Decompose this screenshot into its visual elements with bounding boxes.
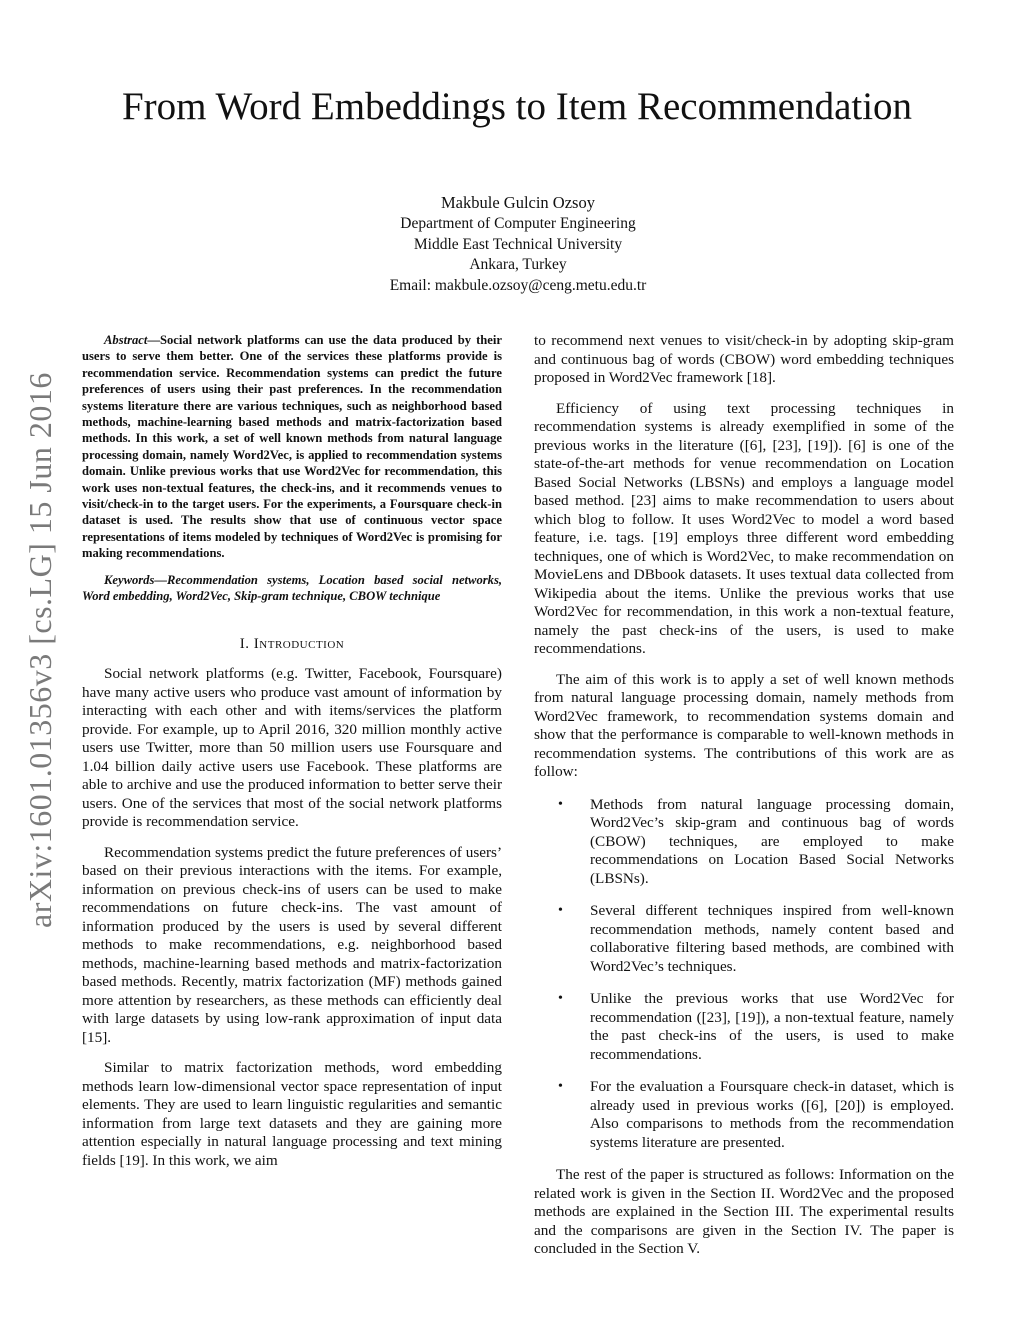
intro-paragraph-5: The aim of this work is to apply a set of well known methods from natural language processing domain, namely methods from Word2Vec framework, to recommendation systems domain and show that the performance is comparable to well-known methods in recommendation systems. The contributions of this work are as follow: — [534, 670, 954, 780]
abstract — [82, 332, 502, 562]
section-title: Introduction — [253, 635, 345, 652]
intro-paragraph-3: Similar to matrix factorization methods, word embedding methods learn low-dimensional vector space representation of input elements. They are used to learn linguistic regularities and semantic information from large text datasets and they are gaining more attention especially in natural language processing and text mining fields [19]. In this work, we aim — [82, 1059, 502, 1169]
contributions-list — [534, 796, 954, 1153]
bullet-icon: • — [558, 991, 563, 1006]
section-number: I. — [239, 635, 250, 652]
paper-title: From Word Embeddings to Item Recommendation — [121, 85, 913, 128]
keywords-text: —Recommendation systems, Location based social networks, Word embedding, Word2Vec, Skip-gram technique, CBOW technique — [82, 572, 502, 604]
author-block — [280, 193, 756, 297]
intro-paragraph-3-continued: to recommend next venues to visit/check-in by adopting skip-gram and continuous bag of words (CBOW) word embedding techniques proposed in Word2Vec framework [18]. — [534, 332, 954, 386]
bullet-icon: • — [558, 903, 563, 918]
bullet-icon: • — [558, 1079, 563, 1094]
intro-paragraph-2: Recommendation systems predict the future preferences of users’ based on their previous interactions with the items. For example, information on previous check-ins of users can be used to make recommendations on future check-ins. The vast amount of information produced by the users is used by several different methods to make recommendations, e.g. neighborhood based methods, machine-learning based methods and matrix-factorization based methods. Recently, matrix factorization (MF) methods gained more attention by researchers, as these methods can efficiently deal with large datasets by using low-rank approximation of input data [15]. — [82, 843, 502, 1046]
keywords-label: Keywords — [104, 572, 155, 587]
list-item-text: For the evaluation a Foursquare check-in dataset, which is already used in previous works ([6], [20]) is employed. Also comparisons to methods from the recommendation systems literature are presented. — [590, 1078, 954, 1151]
left-column — [82, 332, 502, 1170]
author-location: Ankara, Turkey — [469, 256, 567, 274]
list-item-text: Unlike the previous works that use Word2Vec for recommendation ([23], [19]), a non-textual feature, namely the past check-ins of the users, is used to make recommendations. — [590, 990, 954, 1063]
abstract-label: Abstract — [104, 333, 148, 347]
author-name: Makbule Gulcin Ozsoy — [441, 193, 595, 212]
list-item — [534, 902, 954, 976]
list-item — [534, 796, 954, 889]
abstract-text: —Social network platforms can use the data produced by their users to serve them better. One of the services these platforms provide is recommendation service. Recommendation systems can predict the future preferences of users using their past preferences. In the recommendation systems literature there are various techniques, such as neighborhood based methods, machine-learning based methods and matrix-factorization based methods. In this work, a set of well known methods from natural language processing domain, namely Word2Vec, is applied to recommendation systems domain. Unlike previous works that use Word2Vec for recommendation, this work uses non-textual features, the check-ins, and it recommends venues to visit/check-in to the target users. For the experiments, a Foursquare check-in dataset is used. The results show that use of continuous vector space representations of items modeled by techniques of Word2Vec is promising for making recommendations. — [82, 333, 502, 561]
right-column — [534, 332, 954, 1259]
list-item — [534, 990, 954, 1064]
arxiv-identifier: arXiv:1601.01356v3 [cs.LG] 15 Jun 2016 — [22, 372, 58, 928]
author-department: Department of Computer Engineering — [400, 214, 636, 232]
bullet-icon: • — [558, 796, 563, 812]
author-university: Middle East Technical University — [413, 235, 623, 253]
closing-paragraph: The rest of the paper is structured as follows: Information on the related work is given in the Section II. Word2Vec and the proposed methods are explained in the Section III. The experimental results and the comparisons are given in the Section IV. The paper is concluded in the Section V. — [534, 1166, 954, 1257]
list-item — [534, 1078, 954, 1152]
keywords — [82, 572, 502, 605]
intro-paragraph-4: Efficiency of using text processing techniques in recommendation systems is already exemplified in some of the previous works in the literature ([6], [23], [19]). [6] is one of the state-of-the-art methods for venue recommendation on Location Based Social Networks (LBSNs) and employs a language model based method. [23] aims to make recommendation to users about which blog to follow. It uses Word2Vec to model a word based feature, i.e. tags. [19] employs three different word embedding techniques, one of which is Word2Vec, to make recommendation on MovieLens and DBbook datasets. It uses textual data collected from Wikipedia about the items. Unlike the previous works that use Word2Vec for recommendation, in this work a non-textual feature, namely the past check-ins of the users, is used to make recommendations. — [534, 399, 954, 657]
list-item-text: Methods from natural language processing domain, Word2Vec’s skip-gram and continuous bag of words (CBOW) techniques, are employed to make recommendations on Location Based Social Networks (LBSNs). — [590, 795, 954, 887]
list-item-text: Several different techniques inspired from well-known recommendation methods, namely content based and collaborative filtering based methods, are combined with Word2Vec’s techniques. — [590, 902, 954, 975]
author-email: Email: makbule.ozsoy@ceng.metu.edu.tr — [389, 277, 647, 295]
intro-paragraph-1: Social network platforms (e.g. Twitter, Facebook, Foursquare) have many active users who produce vast amount of information by interacting with each other and with items/services the platform provide. For example, up to April 2016, 320 million monthly active users use Twitter, more than 50 million users use Foursquare and 1.04 billion daily active users use Facebook. These platforms are able to archive and use the produced information to better serve their users. One of the services that most of the social network platforms provide is recommendation service. — [82, 665, 502, 830]
section-heading-introduction — [82, 635, 502, 654]
